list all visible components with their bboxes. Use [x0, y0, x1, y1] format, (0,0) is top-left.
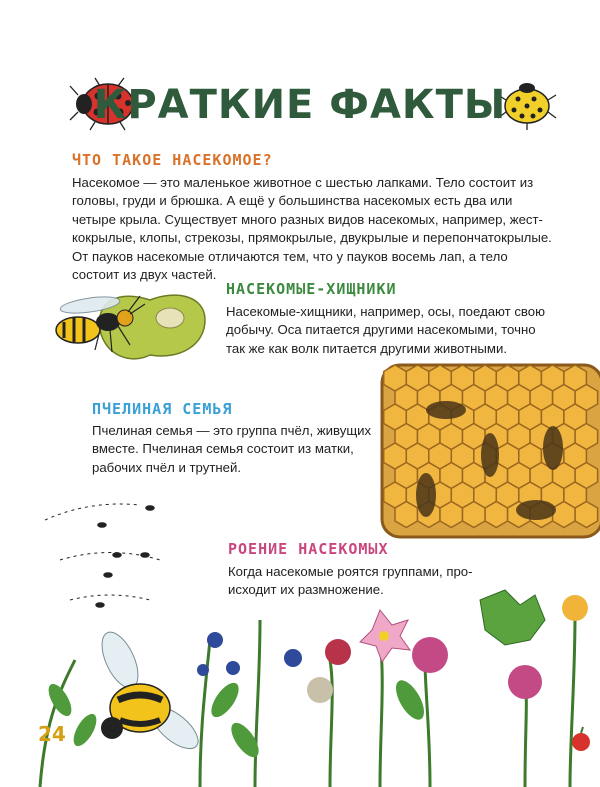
wasp-on-pear-illustration — [56, 294, 205, 359]
section-heading-predatory-insects: НАСЕКОМЫЕ-ХИЩНИКИ — [226, 280, 397, 298]
page-title: КРАТКИЕ ФАКТЫ — [93, 82, 507, 128]
text-line: От пауков насекомые отличаются тем, что у пауков восемь лап, а тело — [72, 248, 508, 264]
text-line: Когда насекомые роятся группами, про- — [228, 564, 473, 579]
text-line: Насекомые-хищники, например, осы, поедают свою — [226, 304, 546, 319]
text-line: четыре крыла. Существует много разных видов насекомых, например, жест- — [72, 211, 543, 227]
mosquito-swarm-illustration — [45, 504, 160, 607]
honeycomb-cell — [463, 502, 486, 528]
section-heading-swarming: РОЕНИЕ НАСЕКОМЫХ — [228, 540, 389, 558]
honeycomb-cell — [575, 502, 598, 528]
section-text-bee-colony — [92, 422, 382, 477]
apple-icon — [572, 727, 590, 751]
section-heading-bee-colony: ПЧЕЛИНАЯ СЕМЬЯ — [92, 400, 233, 418]
text-line: рабочих пчёл и трутней. — [92, 459, 242, 475]
honeycomb-cell — [395, 502, 418, 528]
honeycomb-bees-illustration — [382, 365, 600, 537]
text-line: головы, груди и брюшка. А ещё у большинства насекомых есть два или — [72, 193, 513, 209]
section-text-predatory-insects — [226, 303, 556, 358]
text-line: состоит из двух частей. — [72, 267, 217, 283]
text-line: так же как волк питается другими животными. — [226, 340, 507, 356]
section-text-swarming — [228, 563, 508, 600]
honeycomb-cell — [485, 502, 508, 528]
text-line: вместе. Пчелиная семья состоит из матки, — [92, 441, 354, 457]
text-line: добычу. Оса питается другими насекомыми, точно — [226, 322, 536, 338]
text-line: кокрылые, клопы, стрекозы, прямокрылые, двукрылые и перепончатокрылые. — [72, 230, 552, 246]
text-line: Пчелиная семья — это группа пчёл, живущих — [92, 423, 372, 438]
text-line: Насекомое — это маленькое животное с шестью лапками. Тело состоит из — [72, 175, 534, 190]
honeycomb-cell — [553, 502, 576, 528]
bumblebee-illustration — [95, 627, 205, 756]
text-line: исходит их размножение. — [228, 582, 384, 598]
section-text-what-is-insect — [72, 174, 572, 284]
page-number: 24 — [38, 722, 66, 746]
section-heading-what-is-insect: ЧТО ТАКОЕ НАСЕКОМОЕ? — [72, 151, 273, 169]
honeycomb-cell — [440, 502, 463, 528]
